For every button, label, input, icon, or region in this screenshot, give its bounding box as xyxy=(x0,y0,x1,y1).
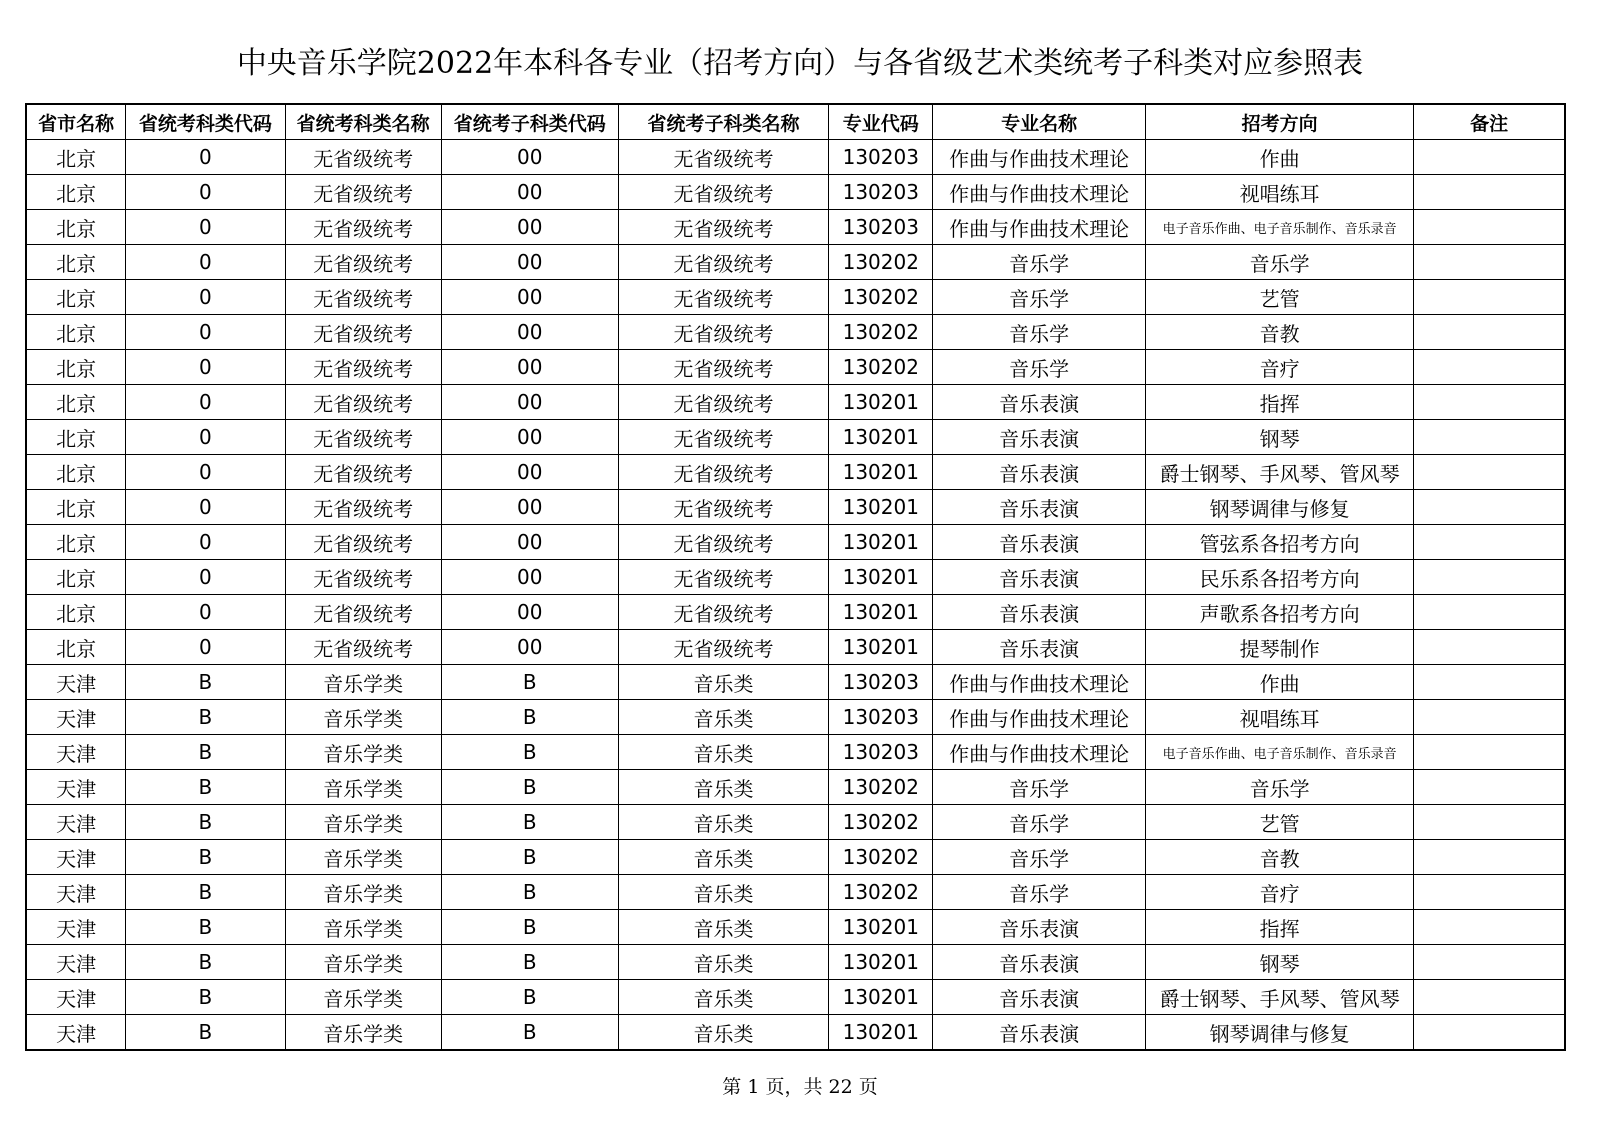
cell-major-code: 130201 xyxy=(829,630,933,665)
cell-subcategory-code: B xyxy=(441,735,618,770)
cell-category-name: 无省级统考 xyxy=(285,420,441,455)
cell-category-code: B xyxy=(126,665,285,700)
page-number: 第 1 页，共 22 页 xyxy=(722,1076,878,1098)
header-major-code: 专业代码 xyxy=(829,104,933,140)
cell-major-name: 作曲与作曲技术理论 xyxy=(933,700,1146,735)
cell-subcategory-name: 无省级统考 xyxy=(618,560,829,595)
cell-major-name: 音乐学 xyxy=(933,350,1146,385)
correspondence-table xyxy=(25,103,1566,1051)
cell-province: 天津 xyxy=(26,700,126,735)
cell-major-name: 音乐表演 xyxy=(933,980,1146,1015)
cell-category-code: 0 xyxy=(126,140,285,175)
cell-subcategory-code: 00 xyxy=(441,385,618,420)
header-subcategory-name: 省统考子科类名称 xyxy=(618,104,829,140)
cell-subcategory-name: 无省级统考 xyxy=(618,315,829,350)
cell-category-code: B xyxy=(126,805,285,840)
cell-category-name: 无省级统考 xyxy=(285,140,441,175)
cell-direction: 民乐系各招考方向 xyxy=(1146,560,1414,595)
cell-major-code: 130203 xyxy=(829,735,933,770)
cell-major-code: 130203 xyxy=(829,700,933,735)
cell-subcategory-name: 音乐类 xyxy=(618,840,829,875)
cell-major-name: 音乐表演 xyxy=(933,525,1146,560)
cell-major-name: 音乐表演 xyxy=(933,420,1146,455)
cell-major-name: 音乐表演 xyxy=(933,1015,1146,1051)
cell-major-code: 130202 xyxy=(829,840,933,875)
cell-category-code: B xyxy=(126,735,285,770)
cell-province: 天津 xyxy=(26,980,126,1015)
cell-province: 北京 xyxy=(26,420,126,455)
cell-category-name: 无省级统考 xyxy=(285,560,441,595)
cell-subcategory-name: 无省级统考 xyxy=(618,420,829,455)
cell-category-name: 音乐学类 xyxy=(285,665,441,700)
cell-category-code: B xyxy=(126,1015,285,1051)
cell-direction: 钢琴调律与修复 xyxy=(1146,1015,1414,1051)
cell-direction: 音教 xyxy=(1146,840,1414,875)
cell-subcategory-code: B xyxy=(441,945,618,980)
cell-subcategory-name: 无省级统考 xyxy=(618,595,829,630)
table-row xyxy=(26,1015,1565,1051)
cell-category-name: 音乐学类 xyxy=(285,770,441,805)
cell-remarks xyxy=(1414,1015,1565,1051)
cell-category-code: 0 xyxy=(126,560,285,595)
cell-major-name: 音乐表演 xyxy=(933,490,1146,525)
cell-major-code: 130201 xyxy=(829,385,933,420)
cell-subcategory-name: 无省级统考 xyxy=(618,210,829,245)
header-direction: 招考方向 xyxy=(1146,104,1414,140)
cell-major-code: 130203 xyxy=(829,140,933,175)
cell-direction: 音疗 xyxy=(1146,350,1414,385)
cell-remarks xyxy=(1414,210,1565,245)
cell-subcategory-code: 00 xyxy=(441,280,618,315)
cell-category-code: 0 xyxy=(126,455,285,490)
table-row xyxy=(26,175,1565,210)
cell-category-code: 0 xyxy=(126,210,285,245)
cell-province: 北京 xyxy=(26,525,126,560)
cell-major-name: 音乐表演 xyxy=(933,910,1146,945)
cell-subcategory-code: B xyxy=(441,770,618,805)
cell-direction: 钢琴 xyxy=(1146,420,1414,455)
cell-major-name: 作曲与作曲技术理论 xyxy=(933,210,1146,245)
cell-province: 北京 xyxy=(26,350,126,385)
cell-subcategory-code: B xyxy=(441,840,618,875)
cell-subcategory-code: 00 xyxy=(441,350,618,385)
cell-subcategory-code: B xyxy=(441,980,618,1015)
cell-category-code: 0 xyxy=(126,245,285,280)
cell-province: 北京 xyxy=(26,385,126,420)
cell-direction: 声歌系各招考方向 xyxy=(1146,595,1414,630)
cell-direction: 管弦系各招考方向 xyxy=(1146,525,1414,560)
cell-category-name: 无省级统考 xyxy=(285,210,441,245)
cell-remarks xyxy=(1414,770,1565,805)
cell-province: 北京 xyxy=(26,595,126,630)
cell-province: 北京 xyxy=(26,175,126,210)
cell-province: 天津 xyxy=(26,735,126,770)
cell-major-code: 130201 xyxy=(829,980,933,1015)
cell-category-name: 无省级统考 xyxy=(285,280,441,315)
cell-remarks xyxy=(1414,980,1565,1015)
cell-category-code: B xyxy=(126,980,285,1015)
cell-remarks xyxy=(1414,840,1565,875)
cell-remarks xyxy=(1414,735,1565,770)
cell-major-name: 作曲与作曲技术理论 xyxy=(933,175,1146,210)
cell-category-code: 0 xyxy=(126,420,285,455)
cell-direction: 钢琴调律与修复 xyxy=(1146,490,1414,525)
cell-province: 北京 xyxy=(26,280,126,315)
cell-category-name: 无省级统考 xyxy=(285,385,441,420)
cell-subcategory-name: 无省级统考 xyxy=(618,525,829,560)
cell-major-code: 130202 xyxy=(829,875,933,910)
cell-remarks xyxy=(1414,525,1565,560)
cell-remarks xyxy=(1414,280,1565,315)
cell-category-name: 无省级统考 xyxy=(285,630,441,665)
cell-direction: 视唱练耳 xyxy=(1146,700,1414,735)
cell-category-name: 音乐学类 xyxy=(285,980,441,1015)
cell-province: 天津 xyxy=(26,910,126,945)
cell-direction: 爵士钢琴、手风琴、管风琴 xyxy=(1146,980,1414,1015)
cell-major-name: 音乐表演 xyxy=(933,455,1146,490)
cell-subcategory-code: 00 xyxy=(441,210,618,245)
cell-major-code: 130202 xyxy=(829,280,933,315)
cell-subcategory-name: 音乐类 xyxy=(618,875,829,910)
cell-category-name: 无省级统考 xyxy=(285,525,441,560)
cell-major-name: 音乐学 xyxy=(933,770,1146,805)
cell-category-code: 0 xyxy=(126,350,285,385)
cell-remarks xyxy=(1414,875,1565,910)
cell-major-name: 音乐表演 xyxy=(933,945,1146,980)
cell-remarks xyxy=(1414,420,1565,455)
cell-remarks xyxy=(1414,245,1565,280)
cell-remarks xyxy=(1414,315,1565,350)
cell-major-name: 音乐表演 xyxy=(933,560,1146,595)
cell-province: 北京 xyxy=(26,140,126,175)
table-row xyxy=(26,455,1565,490)
header-category-name: 省统考科类名称 xyxy=(285,104,441,140)
table-row xyxy=(26,770,1565,805)
cell-subcategory-code: 00 xyxy=(441,175,618,210)
cell-subcategory-code: B xyxy=(441,910,618,945)
cell-category-code: 0 xyxy=(126,280,285,315)
table-row xyxy=(26,350,1565,385)
cell-category-code: B xyxy=(126,945,285,980)
cell-direction: 视唱练耳 xyxy=(1146,175,1414,210)
table-row xyxy=(26,840,1565,875)
table-row xyxy=(26,805,1565,840)
cell-subcategory-name: 音乐类 xyxy=(618,700,829,735)
cell-subcategory-code: B xyxy=(441,700,618,735)
table-row xyxy=(26,315,1565,350)
cell-subcategory-name: 无省级统考 xyxy=(618,245,829,280)
cell-category-name: 音乐学类 xyxy=(285,875,441,910)
cell-major-code: 130201 xyxy=(829,455,933,490)
cell-subcategory-code: 00 xyxy=(441,455,618,490)
cell-category-code: B xyxy=(126,700,285,735)
cell-category-name: 音乐学类 xyxy=(285,735,441,770)
cell-subcategory-name: 无省级统考 xyxy=(618,455,829,490)
table-row xyxy=(26,875,1565,910)
cell-category-name: 音乐学类 xyxy=(285,840,441,875)
header-province: 省市名称 xyxy=(26,104,126,140)
table-header-row xyxy=(26,104,1565,140)
cell-province: 北京 xyxy=(26,245,126,280)
cell-subcategory-name: 无省级统考 xyxy=(618,350,829,385)
cell-remarks xyxy=(1414,350,1565,385)
cell-direction: 艺管 xyxy=(1146,805,1414,840)
cell-major-name: 音乐表演 xyxy=(933,630,1146,665)
cell-remarks xyxy=(1414,490,1565,525)
cell-remarks xyxy=(1414,595,1565,630)
cell-category-code: 0 xyxy=(126,490,285,525)
cell-major-name: 音乐学 xyxy=(933,245,1146,280)
cell-remarks xyxy=(1414,140,1565,175)
cell-category-name: 无省级统考 xyxy=(285,490,441,525)
cell-remarks xyxy=(1414,700,1565,735)
cell-province: 天津 xyxy=(26,770,126,805)
cell-province: 北京 xyxy=(26,315,126,350)
cell-category-name: 音乐学类 xyxy=(285,945,441,980)
cell-major-code: 130201 xyxy=(829,525,933,560)
cell-subcategory-name: 音乐类 xyxy=(618,910,829,945)
cell-major-name: 音乐学 xyxy=(933,875,1146,910)
cell-subcategory-name: 音乐类 xyxy=(618,980,829,1015)
table-row xyxy=(26,630,1565,665)
cell-subcategory-code: 00 xyxy=(441,630,618,665)
cell-province: 北京 xyxy=(26,490,126,525)
cell-remarks xyxy=(1414,945,1565,980)
cell-category-code: 0 xyxy=(126,315,285,350)
cell-category-code: B xyxy=(126,875,285,910)
cell-category-name: 无省级统考 xyxy=(285,175,441,210)
cell-major-code: 130201 xyxy=(829,945,933,980)
table-row xyxy=(26,735,1565,770)
cell-major-name: 音乐学 xyxy=(933,280,1146,315)
cell-major-code: 130203 xyxy=(829,665,933,700)
cell-remarks xyxy=(1414,455,1565,490)
cell-category-code: 0 xyxy=(126,385,285,420)
cell-province: 天津 xyxy=(26,875,126,910)
cell-province: 北京 xyxy=(26,630,126,665)
cell-category-name: 无省级统考 xyxy=(285,245,441,280)
cell-direction: 爵士钢琴、手风琴、管风琴 xyxy=(1146,455,1414,490)
cell-remarks xyxy=(1414,910,1565,945)
cell-subcategory-code: 00 xyxy=(441,420,618,455)
cell-direction: 音乐学 xyxy=(1146,770,1414,805)
table-row xyxy=(26,665,1565,700)
cell-subcategory-name: 音乐类 xyxy=(618,770,829,805)
cell-major-code: 130201 xyxy=(829,490,933,525)
cell-major-code: 130202 xyxy=(829,770,933,805)
cell-category-name: 无省级统考 xyxy=(285,595,441,630)
cell-category-code: 0 xyxy=(126,630,285,665)
cell-category-name: 无省级统考 xyxy=(285,315,441,350)
cell-subcategory-name: 音乐类 xyxy=(618,805,829,840)
cell-subcategory-code: 00 xyxy=(441,490,618,525)
cell-province: 天津 xyxy=(26,805,126,840)
cell-major-code: 130201 xyxy=(829,1015,933,1051)
cell-category-code: 0 xyxy=(126,595,285,630)
cell-remarks xyxy=(1414,665,1565,700)
cell-remarks xyxy=(1414,805,1565,840)
cell-direction: 作曲 xyxy=(1146,665,1414,700)
cell-category-name: 音乐学类 xyxy=(285,700,441,735)
cell-province: 天津 xyxy=(26,665,126,700)
cell-subcategory-code: 00 xyxy=(441,245,618,280)
cell-direction: 提琴制作 xyxy=(1146,630,1414,665)
cell-category-code: B xyxy=(126,910,285,945)
cell-category-name: 音乐学类 xyxy=(285,910,441,945)
cell-subcategory-code: 00 xyxy=(441,525,618,560)
cell-major-name: 音乐表演 xyxy=(933,595,1146,630)
cell-category-name: 音乐学类 xyxy=(285,1015,441,1051)
cell-subcategory-name: 无省级统考 xyxy=(618,385,829,420)
cell-major-code: 130201 xyxy=(829,595,933,630)
cell-subcategory-code: 00 xyxy=(441,595,618,630)
cell-category-code: 0 xyxy=(126,525,285,560)
cell-subcategory-code: B xyxy=(441,1015,618,1051)
cell-province: 北京 xyxy=(26,455,126,490)
cell-category-code: 0 xyxy=(126,175,285,210)
page-title: 中央音乐学院2022年本科各专业（招考方向）与各省级艺术类统考子科类对应参照表 xyxy=(236,46,1364,81)
cell-direction: 电子音乐作曲、电子音乐制作、音乐录音 xyxy=(1146,735,1414,770)
cell-direction: 钢琴 xyxy=(1146,945,1414,980)
table-body xyxy=(26,140,1565,1051)
table-row xyxy=(26,420,1565,455)
cell-major-name: 音乐学 xyxy=(933,805,1146,840)
cell-category-name: 无省级统考 xyxy=(285,455,441,490)
cell-subcategory-name: 无省级统考 xyxy=(618,630,829,665)
cell-major-name: 音乐学 xyxy=(933,840,1146,875)
cell-remarks xyxy=(1414,630,1565,665)
cell-major-code: 130203 xyxy=(829,210,933,245)
table-row xyxy=(26,140,1565,175)
cell-subcategory-code: 00 xyxy=(441,315,618,350)
cell-province: 北京 xyxy=(26,210,126,245)
cell-subcategory-name: 音乐类 xyxy=(618,735,829,770)
cell-major-code: 130202 xyxy=(829,315,933,350)
cell-major-code: 130201 xyxy=(829,420,933,455)
cell-major-code: 130201 xyxy=(829,910,933,945)
cell-subcategory-name: 音乐类 xyxy=(618,945,829,980)
cell-direction: 艺管 xyxy=(1146,280,1414,315)
cell-major-code: 130202 xyxy=(829,350,933,385)
cell-direction: 音乐学 xyxy=(1146,245,1414,280)
cell-major-code: 130202 xyxy=(829,805,933,840)
cell-direction: 音疗 xyxy=(1146,875,1414,910)
cell-province: 天津 xyxy=(26,945,126,980)
table-row xyxy=(26,210,1565,245)
cell-subcategory-name: 无省级统考 xyxy=(618,140,829,175)
header-major-name: 专业名称 xyxy=(933,104,1146,140)
cell-direction: 作曲 xyxy=(1146,140,1414,175)
cell-province: 北京 xyxy=(26,560,126,595)
cell-direction: 电子音乐作曲、电子音乐制作、音乐录音 xyxy=(1146,210,1414,245)
cell-remarks xyxy=(1414,560,1565,595)
cell-major-code: 130203 xyxy=(829,175,933,210)
cell-direction: 指挥 xyxy=(1146,910,1414,945)
table-row xyxy=(26,700,1565,735)
table-row xyxy=(26,490,1565,525)
cell-major-name: 作曲与作曲技术理论 xyxy=(933,140,1146,175)
cell-major-name: 音乐表演 xyxy=(933,385,1146,420)
cell-subcategory-name: 无省级统考 xyxy=(618,280,829,315)
cell-major-code: 130201 xyxy=(829,560,933,595)
cell-subcategory-code: B xyxy=(441,665,618,700)
cell-category-name: 音乐学类 xyxy=(285,805,441,840)
cell-direction: 指挥 xyxy=(1146,385,1414,420)
cell-major-code: 130202 xyxy=(829,245,933,280)
cell-subcategory-code: 00 xyxy=(441,560,618,595)
cell-subcategory-code: B xyxy=(441,875,618,910)
header-category-code: 省统考科类代码 xyxy=(126,104,285,140)
cell-subcategory-name: 无省级统考 xyxy=(618,490,829,525)
cell-category-code: B xyxy=(126,770,285,805)
cell-subcategory-code: 00 xyxy=(441,140,618,175)
cell-subcategory-name: 音乐类 xyxy=(618,665,829,700)
table-row xyxy=(26,945,1565,980)
cell-subcategory-name: 音乐类 xyxy=(618,1015,829,1051)
cell-province: 天津 xyxy=(26,1015,126,1051)
table-row xyxy=(26,595,1565,630)
cell-province: 天津 xyxy=(26,840,126,875)
table-row xyxy=(26,910,1565,945)
cell-major-name: 作曲与作曲技术理论 xyxy=(933,665,1146,700)
table-row xyxy=(26,245,1565,280)
header-subcategory-code: 省统考子科类代码 xyxy=(441,104,618,140)
header-remarks: 备注 xyxy=(1414,104,1565,140)
cell-major-name: 作曲与作曲技术理论 xyxy=(933,735,1146,770)
cell-remarks xyxy=(1414,175,1565,210)
cell-subcategory-code: B xyxy=(441,805,618,840)
table-row xyxy=(26,560,1565,595)
cell-category-code: B xyxy=(126,840,285,875)
table-row xyxy=(26,280,1565,315)
cell-category-name: 无省级统考 xyxy=(285,350,441,385)
cell-major-name: 音乐学 xyxy=(933,315,1146,350)
table-row xyxy=(26,980,1565,1015)
cell-subcategory-name: 无省级统考 xyxy=(618,175,829,210)
table-row xyxy=(26,525,1565,560)
cell-remarks xyxy=(1414,385,1565,420)
table-row xyxy=(26,385,1565,420)
cell-direction: 音教 xyxy=(1146,315,1414,350)
